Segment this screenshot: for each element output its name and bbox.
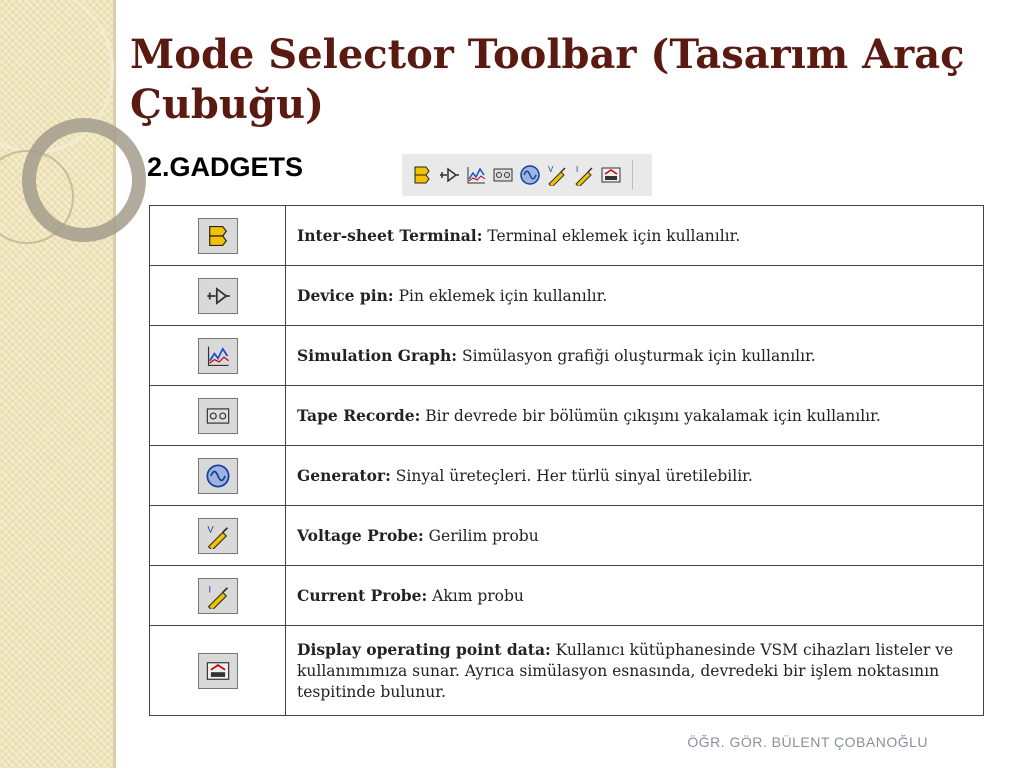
gadget-name: Generator: — [297, 465, 391, 485]
gadget-name: Simulation Graph: — [297, 345, 458, 365]
gadget-description: Gerilim probu — [428, 526, 539, 545]
footer-author: ÖĞR. GÖR. BÜLENT ÇOBANOĞLU — [687, 734, 928, 750]
gadgets-table — [149, 205, 984, 716]
gadget-description: Bir devrede bir bölümün çıkışını yakalamak için kullanılır. — [425, 406, 881, 425]
tape-recorder-icon — [198, 398, 238, 434]
simulation-graph-icon — [198, 338, 238, 374]
side-band-edge — [113, 0, 116, 768]
gadget-description: Simülasyon grafiği oluşturmak için kullanılır. — [461, 346, 816, 365]
voltage-probe-icon — [198, 518, 238, 554]
gadget-name: Current Probe: — [297, 585, 428, 605]
gadget-name: Inter-sheet Terminal: — [297, 225, 483, 245]
gadgets-toolbar — [402, 154, 652, 196]
gadget-description: Kullanıcı kütüphanesinde VSM cihazları listeler ve kullanımımıza sunar. Ayrıca simülasyon esnasında, devredeki bir işlem noktasının tespitinde bulunur. — [297, 640, 954, 701]
current-probe-icon[interactable] — [572, 163, 596, 187]
table-row — [150, 386, 984, 446]
table-row — [150, 206, 984, 266]
table-row — [150, 266, 984, 326]
generator-icon — [198, 458, 238, 494]
gadget-name: Voltage Probe: — [297, 525, 424, 545]
table-row — [150, 626, 984, 716]
gadget-description: Pin eklemek için kullanılır. — [398, 286, 608, 305]
gadget-description: Sinyal üreteçleri. Her türlü sinyal üretilebilir. — [395, 466, 753, 485]
inter-sheet-terminal-icon — [198, 218, 238, 254]
table-row — [150, 566, 984, 626]
tape-recorder-icon[interactable] — [491, 163, 515, 187]
svg-text:I: I — [576, 165, 579, 174]
table-row — [150, 326, 984, 386]
inter-sheet-terminal-icon[interactable] — [410, 163, 434, 187]
gadget-description: Terminal eklemek için kullanılır. — [487, 226, 741, 245]
gadget-name: Tape Recorde: — [297, 405, 421, 425]
table-row — [150, 506, 984, 566]
svg-text:V: V — [548, 165, 554, 174]
simulation-graph-icon[interactable] — [464, 163, 488, 187]
toolbar-separator — [632, 160, 633, 190]
gadget-name: Device pin: — [297, 285, 394, 305]
gadget-description: Akım probu — [432, 586, 524, 605]
svg-text:I: I — [208, 583, 211, 595]
decorative-ring-thick — [22, 118, 146, 242]
section-subtitle: 2.GADGETS — [147, 152, 304, 182]
display-operating-point-icon — [198, 653, 238, 689]
gadget-name: Display operating point data: — [297, 639, 551, 659]
generator-icon[interactable] — [518, 163, 542, 187]
table-row — [150, 446, 984, 506]
slide-title: Mode Selector Toolbar (Tasarım Araç Çubuğu) — [130, 31, 965, 128]
voltage-probe-icon[interactable] — [545, 163, 569, 187]
display-operating-point-icon[interactable] — [599, 163, 623, 187]
current-probe-icon — [198, 578, 238, 614]
svg-text:V: V — [206, 523, 214, 535]
device-pin-icon — [198, 278, 238, 314]
device-pin-icon[interactable] — [437, 163, 461, 187]
